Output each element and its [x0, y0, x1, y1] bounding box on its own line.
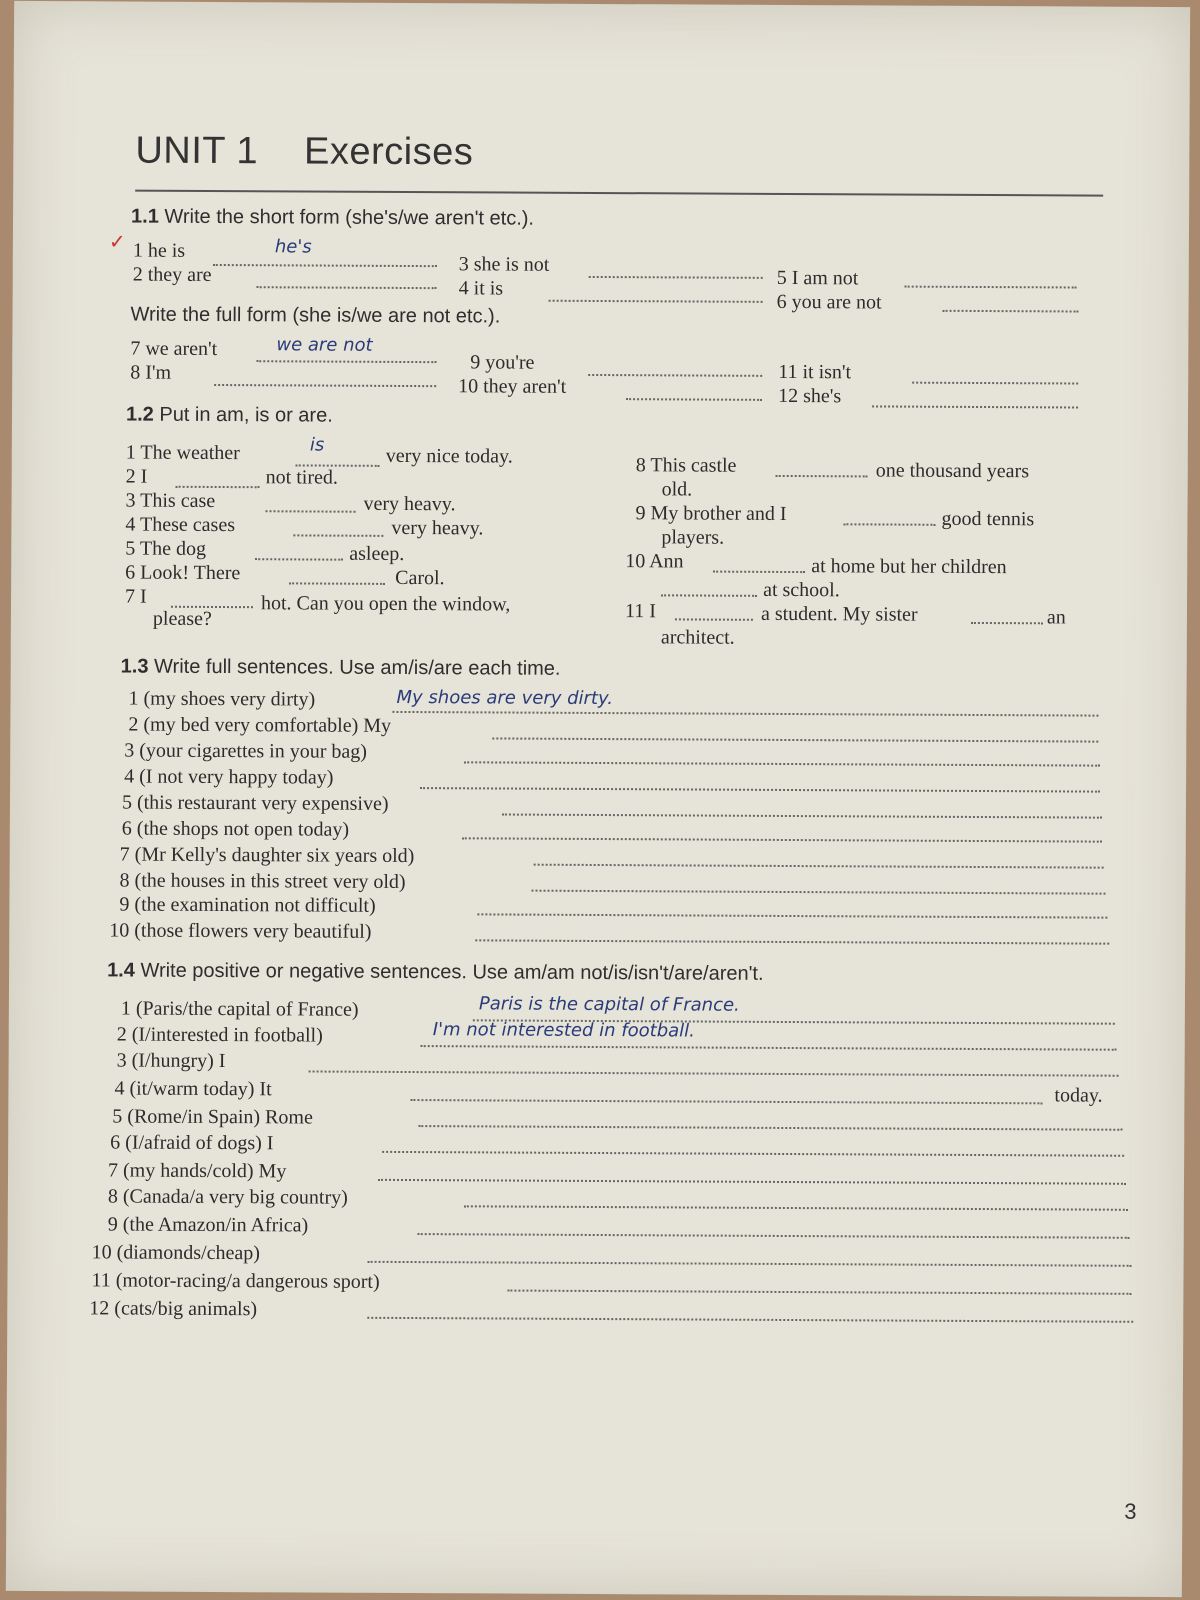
answer-line[interactable] — [213, 264, 437, 267]
list-item: 9 you're — [470, 351, 535, 374]
list-item-text: Carol. — [395, 566, 445, 590]
answer-line[interactable] — [507, 1290, 1131, 1295]
answer-line[interactable] — [713, 571, 805, 573]
list-item: 5 (this restaurant very expensive) — [121, 791, 389, 815]
exercise-number: 1.1 — [130, 205, 159, 228]
list-item-text: today. — [1054, 1084, 1103, 1107]
list-item-text: an — [1046, 606, 1066, 629]
answer-line[interactable] — [256, 360, 436, 363]
answer-line[interactable] — [626, 398, 762, 401]
list-item-text: not tired. — [265, 466, 338, 489]
handwritten-answer: he's — [274, 236, 312, 258]
list-item: 5 The dog — [125, 537, 207, 560]
list-item: 2 (my bed very comfortable) My — [128, 713, 392, 737]
answer-line[interactable] — [462, 837, 1102, 842]
answer-line[interactable] — [176, 486, 260, 488]
list-item-text: architect. — [660, 626, 735, 649]
answer-line[interactable] — [421, 1045, 1117, 1051]
list-item: 9 My brother and I — [635, 502, 787, 525]
list-item: 4 These cases — [125, 513, 236, 537]
list-item-text: one thousand years — [875, 459, 1030, 483]
answer-line[interactable] — [675, 618, 753, 620]
exercise-number: 1.3 — [120, 655, 149, 678]
page-title — [135, 130, 473, 175]
list-item: 1 The weather — [125, 441, 240, 465]
answer-line[interactable] — [309, 1070, 1119, 1076]
exercise-1-1-subheading — [130, 304, 500, 329]
list-item: 10 (diamonds/cheap) — [91, 1241, 260, 1265]
list-item: 10 (those flowers very beautiful) — [109, 919, 372, 943]
list-item-text: very heavy. — [363, 492, 456, 516]
answer-line[interactable] — [255, 558, 343, 560]
answer-line[interactable] — [392, 711, 1098, 717]
answer-line[interactable] — [589, 276, 763, 279]
list-item: 8 (Canada/a very big country) — [107, 1185, 348, 1209]
unit-label: UNIT 1 — [135, 129, 259, 173]
page-number: 3 — [1124, 1498, 1137, 1524]
answer-line[interactable] — [293, 534, 383, 536]
answer-line[interactable] — [420, 787, 1100, 793]
answer-line[interactable] — [971, 622, 1043, 624]
workbook-page — [6, 1, 1190, 1597]
exercise-1-2-heading — [126, 404, 333, 428]
exercise-instruction: Put in am, is or are. — [159, 403, 333, 427]
list-item: 6 Look! There — [125, 561, 241, 585]
answer-line[interactable] — [532, 890, 1106, 895]
handwritten-answer: is — [309, 434, 325, 456]
exercise-instruction: Write full sentences. Use am/is/are each time. — [154, 655, 561, 680]
answer-line[interactable] — [464, 761, 1100, 766]
answer-line[interactable] — [214, 384, 436, 387]
list-item-text: very heavy. — [391, 516, 484, 540]
list-item: 9 (the Amazon/in Africa) — [107, 1213, 309, 1237]
answer-line[interactable] — [661, 594, 757, 597]
answer-line[interactable] — [549, 300, 763, 303]
list-item: 8 This castle — [635, 454, 737, 477]
list-item: 2 I — [125, 465, 148, 488]
list-item-text: very nice today. — [385, 444, 513, 468]
answer-line[interactable] — [912, 382, 1078, 385]
list-item: 4 (I not very happy today) — [124, 765, 334, 789]
list-item: 1 he is — [132, 239, 186, 262]
exercise-number: 1.2 — [125, 403, 154, 426]
list-item: 1 (my shoes very dirty) — [128, 687, 316, 711]
list-item-text: a student. My sister — [760, 602, 918, 626]
list-item: 5 I am not — [776, 266, 859, 290]
answer-line[interactable] — [382, 1151, 1124, 1157]
list-item: 6 (I/afraid of dogs) I — [110, 1131, 274, 1155]
handwritten-answer: we are not — [276, 334, 373, 356]
list-item-text: players. — [661, 526, 725, 549]
answer-line[interactable] — [418, 1233, 1130, 1239]
list-item: 3 (I/hungry) I — [116, 1049, 226, 1073]
exercise-number: 1.4 — [107, 959, 135, 982]
list-item: 7 we aren't — [130, 337, 218, 361]
answer-line[interactable] — [776, 475, 868, 477]
list-item: 4 (it/warm today) It — [114, 1077, 272, 1101]
list-item: 7 (my hands/cold) My — [107, 1159, 287, 1183]
check-mark-icon: ✓ — [108, 231, 126, 254]
list-item-text: please? — [152, 607, 212, 630]
answer-line[interactable] — [418, 1125, 1122, 1131]
answer-line[interactable] — [905, 286, 1077, 289]
list-item: 9 (the examination not difficult) — [119, 893, 376, 917]
answer-line[interactable] — [872, 405, 1078, 408]
list-item: 6 you are not — [776, 290, 882, 314]
exercise-1-3-heading — [121, 655, 561, 680]
exercise-instruction: Write positive or negative sentences. Use am/am not/is/isn't/are/aren't. — [140, 959, 764, 985]
list-item-text: old. — [661, 478, 693, 501]
answer-line[interactable] — [943, 310, 1079, 313]
answer-line[interactable] — [464, 1205, 1128, 1210]
list-item: 1 (Paris/the capital of France) — [120, 997, 359, 1021]
answer-line[interactable] — [843, 523, 935, 525]
list-item: 11 I — [624, 600, 656, 623]
list-item-text: good tennis — [941, 507, 1035, 531]
list-item: 7 (Mr Kelly's daughter six years old) — [119, 843, 415, 868]
answer-line[interactable] — [475, 939, 1109, 944]
list-item-text: at home but her children — [811, 555, 1007, 579]
list-item: 2 they are — [132, 263, 212, 286]
list-item: 7 I — [124, 585, 147, 608]
handwritten-answer: My shoes are very dirty. — [396, 686, 614, 710]
list-item: 5 (Rome/in Spain) Rome — [112, 1105, 313, 1129]
list-item: 8 I'm — [130, 361, 172, 384]
handwritten-answer: I'm not interested in football. — [432, 1019, 695, 1042]
list-item-text: hot. Can you open the window, — [260, 592, 511, 616]
exercise-instruction: Write the short form (she's/we aren't etc.). — [164, 205, 535, 230]
answer-line[interactable] — [367, 1317, 1133, 1323]
answer-line[interactable] — [534, 864, 1104, 869]
answer-line[interactable] — [502, 813, 1102, 818]
answer-line[interactable] — [368, 1261, 1132, 1267]
exercise-instruction: Write the full form (she is/we are not etc.). — [130, 303, 501, 328]
list-item: 10 they aren't — [458, 375, 567, 398]
list-item: 11 (motor-racing/a dangerous sport) — [91, 1269, 380, 1293]
exercise-1-1-heading — [131, 206, 534, 231]
list-item: 8 (the houses in this street very old) — [119, 869, 406, 893]
list-item: 11 it isn't — [778, 360, 852, 384]
list-item-text: asleep. — [349, 542, 405, 565]
list-item: 4 it is — [458, 277, 504, 300]
answer-line[interactable] — [492, 737, 1098, 742]
unit-section-label: Exercises — [303, 130, 474, 174]
list-item: 12 (cats/big animals) — [89, 1297, 258, 1321]
list-item: 12 she's — [778, 384, 842, 408]
answer-line[interactable] — [257, 286, 437, 289]
list-item: 3 This case — [125, 489, 216, 512]
list-item: 2 (I/interested in football) — [116, 1023, 323, 1047]
answer-line[interactable] — [378, 1179, 1126, 1185]
answer-line[interactable] — [588, 374, 762, 377]
title-rule — [135, 190, 1103, 197]
list-item: 10 Ann — [625, 550, 684, 573]
answer-line[interactable] — [265, 510, 355, 512]
list-item: 3 she is not — [458, 253, 550, 276]
exercise-1-4-heading — [107, 959, 764, 985]
answer-line[interactable] — [410, 1099, 1042, 1104]
answer-line[interactable] — [289, 582, 385, 585]
answer-line[interactable] — [477, 913, 1107, 918]
handwritten-answer: Paris is the capital of France. — [478, 993, 740, 1016]
list-item: 6 (the shops not open today) — [121, 817, 350, 841]
list-item: 3 (your cigarettes in your bag) — [124, 739, 368, 763]
list-item-text: at school. — [763, 578, 840, 602]
